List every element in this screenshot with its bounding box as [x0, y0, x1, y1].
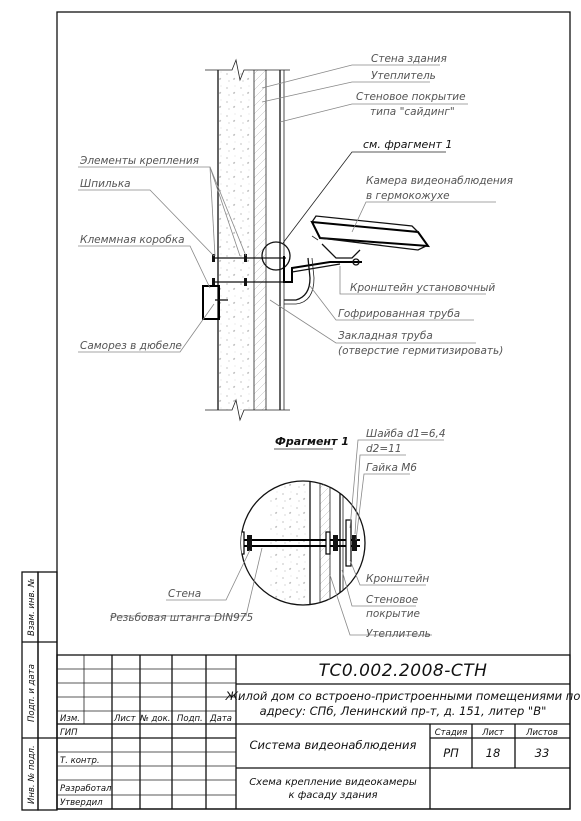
label-fr-insulation: Утеплитель: [366, 628, 431, 640]
header-date: Дата: [210, 714, 233, 724]
label-fr-wall: Стена: [168, 588, 202, 600]
camera-housing: [312, 216, 428, 258]
stamp-sign-date: Подп. и дата: [27, 664, 37, 722]
label-junction-box: Клеммная коробка: [80, 234, 185, 246]
sheets-value: 33: [534, 746, 550, 760]
sheet-value: 18: [485, 746, 501, 760]
label-fasteners: Элементы крепления: [80, 155, 200, 167]
label-siding-1: Стеновое покрытие: [356, 91, 466, 103]
header-change: Изм.: [60, 714, 80, 724]
label-sleeve-1: Закладная труба: [338, 330, 433, 342]
sheets-label: Листов: [526, 728, 558, 738]
label-stud: Шпилька: [80, 178, 131, 190]
label-wall: Стена здания: [371, 53, 447, 65]
side-stamp: [22, 572, 57, 810]
role-chief: ГИП: [60, 728, 78, 738]
label-fr-siding-2: покрытие: [366, 608, 420, 620]
junction-box: [203, 286, 219, 319]
stamp-inv-replace: Взам. инв. №: [27, 578, 37, 636]
doc-code: ТС0.002.2008-СТН: [318, 661, 488, 681]
label-camera-1: Камера видеонаблюдения: [366, 175, 513, 187]
label-nut: Гайка М6: [366, 462, 417, 474]
header-sheet: Лист: [114, 714, 136, 724]
header-doc: № док.: [140, 714, 171, 724]
role-approver: Утвердил: [60, 798, 103, 808]
title-block: [57, 655, 580, 809]
label-sleeve-2: (отверстие гермитизировать): [338, 345, 504, 357]
label-washer-2: d2=11: [366, 443, 402, 455]
stage-label: Стадия: [434, 728, 468, 738]
fragment-1: [235, 470, 365, 620]
project-line-2: адресу: СПб, Ленинский пр-т, д. 151, литер "В": [259, 704, 547, 718]
label-insulation: Утеплитель: [371, 70, 436, 82]
system-name: Система видеонаблюдения: [249, 738, 417, 752]
sheet-title-1: Схема крепление видеокамеры: [249, 777, 417, 788]
label-siding-2: типа "сайдинг": [370, 106, 455, 118]
role-developer: Разработал: [60, 784, 112, 794]
label-screw: Саморез в дюбеле: [80, 340, 182, 352]
label-washer-1: Шайба d1=6,4: [366, 428, 446, 440]
label-fr-bracket: Кронштейн: [366, 573, 430, 585]
wall-section: [205, 60, 290, 420]
fragment-title: Фрагмент 1: [275, 435, 349, 448]
sheet-title-2: к фасаду здания: [288, 790, 378, 801]
label-corrugated: Гофрированная труба: [338, 308, 461, 320]
label-fr-rod: Резьбовая штанга DIN975: [110, 612, 254, 624]
stamp-inv-orig: Инв. № подл.: [27, 745, 37, 804]
header-sign: Подп.: [177, 714, 203, 724]
stage-value: РП: [443, 746, 459, 760]
project-line-1: Жилой дом со встроено-пристроенными помещениями по: [225, 689, 581, 703]
label-fragment-ref: см. фрагмент 1: [363, 138, 453, 151]
label-bracket: Кронштейн установочный: [350, 282, 496, 294]
label-fr-siding-1: Стеновое: [366, 594, 419, 606]
role-control: Т. контр.: [60, 756, 100, 766]
label-camera-2: в гермокожухе: [366, 190, 450, 202]
sheet-label: Лист: [482, 728, 504, 738]
